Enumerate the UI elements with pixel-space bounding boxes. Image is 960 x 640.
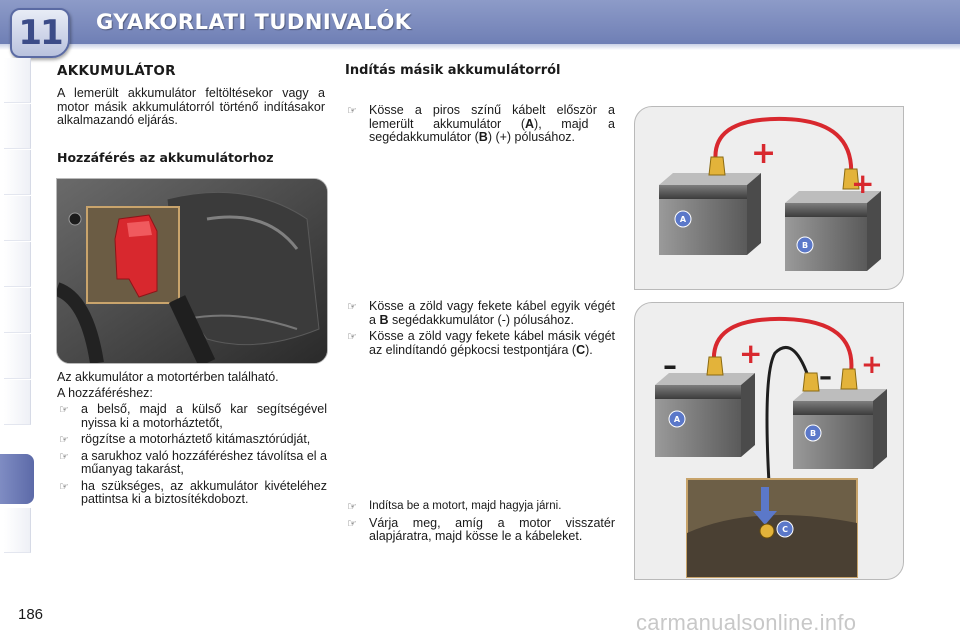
minus-sign-a: – [663,349,677,382]
list-item-text: rögzítse a motorháztető kitámasztórúdját, [81,432,311,446]
step-text: segédakkumulátor (-) pólusához. [388,312,574,327]
step-text: Kösse a zöld vagy fekete kábel másik végét az elindítandó gépkocsi testpontjára ( [369,329,615,357]
chapter-tab[interactable] [4,334,31,379]
pointing-hand-icon: ☞ [59,479,69,493]
chapter-tab[interactable] [4,288,31,333]
label-b: B [379,312,389,327]
list-item-text: a belső, majd a külső kar segítségével nyissa ki a motorháztetőt, [81,402,327,430]
list-item [345,500,615,514]
pointing-hand-icon: ☞ [347,516,357,530]
page-number: 186 [18,606,44,623]
chapter-tab[interactable] [4,508,31,553]
battery-a-shape [659,173,761,255]
battery-a-label: A [679,215,687,224]
jumpstart-steps-2-3 [345,300,615,360]
pointing-hand-icon: ☞ [59,449,69,463]
battery-connection-figure-1 [634,106,904,290]
pointing-hand-icon: ☞ [59,403,69,416]
battery-connection-figure-2 [634,302,904,580]
battery-b-label: B [809,429,817,438]
battery-a-label: A [673,415,681,424]
watermark: carmanualsonline.info [636,610,857,635]
list-item [57,450,327,477]
pointing-hand-icon: ☞ [347,330,357,343]
minus-sign-b: – [819,362,832,392]
plus-sign-a: + [751,136,777,171]
jumpstart-steps-4-5 [345,500,615,547]
chapter-tabs [0,58,34,578]
list-item [57,480,327,507]
access-steps-list [57,403,327,510]
step-text: Indítsa be a motort, majd hagyja járni. [369,500,562,512]
chapter-tab-active[interactable] [0,454,34,504]
plus-sign-b: + [861,350,883,380]
label-c: C [576,342,586,357]
intro-paragraph: A lemerült akkumulátor feltöltésekor vagy a motor másik akkumulátorról történő indításakor alkalmazandó eljárás. [57,86,325,127]
list-item [345,517,615,544]
step-text: ) (+) pólusához. [487,130,576,144]
chapter-tab[interactable] [4,58,31,103]
step-text: Kösse a piros színű kábelt először a lemerült akkumulátor ( [369,103,615,131]
chapter-tab[interactable] [4,104,31,149]
step-text: ), majd a segédakkumulátor ( [369,116,615,144]
plus-sign-b: + [851,167,875,200]
step-text: Kösse a zöld vagy fekete kábel egyik végét a [369,299,615,327]
page-title: GYAKORLATI TUDNIVALÓK [96,10,412,34]
chapter-number: 11 [18,13,62,53]
pointing-hand-icon: ☞ [347,500,357,513]
jumpstart-step-1 [345,104,615,148]
label-b: B [478,130,488,144]
list-item [345,300,615,327]
chapter-tab[interactable] [4,242,31,287]
pointing-hand-icon: ☞ [59,433,69,446]
header-strip [0,44,960,50]
section-heading: AKKUMULÁTOR [57,63,176,79]
section-heading-jumpstart: Indítás másik akkumulátorról [345,63,561,78]
chapter-badge [10,8,70,58]
list-item [345,330,615,357]
plus-sign-a: + [739,337,763,370]
label-a: A [525,116,535,131]
step-text: ). [585,342,593,357]
list-item [57,403,327,430]
location-text: Az akkumulátor a motortérben található. [57,370,279,384]
sub-heading: Hozzáférés az akkumulátorhoz [57,150,274,165]
ground-c-label: C [782,525,788,534]
list-item [345,104,615,145]
list-item [57,433,327,447]
battery-b-shape [785,191,881,271]
list-item-text: a sarukhoz való hozzáféréshez távolítsa el a műanyag takarást, [81,448,327,476]
battery-b-label: B [801,241,809,250]
list-item-text: ha szükséges, az akkumulátor kivételéhez pattintsa ki a biztosítékdobozt. [81,478,327,506]
pointing-hand-icon: ☞ [347,104,357,117]
chapter-tab[interactable] [4,196,31,241]
chapter-tab[interactable] [4,150,31,195]
access-label: A hozzáféréshez: [57,386,153,400]
chapter-tab[interactable] [4,380,31,425]
step-text: Várja meg, amíg a motor visszatér alapjáratra, majd kösse le a kábeleket. [369,515,615,543]
pointing-hand-icon: ☞ [347,300,357,313]
engine-bay-figure [56,178,328,364]
